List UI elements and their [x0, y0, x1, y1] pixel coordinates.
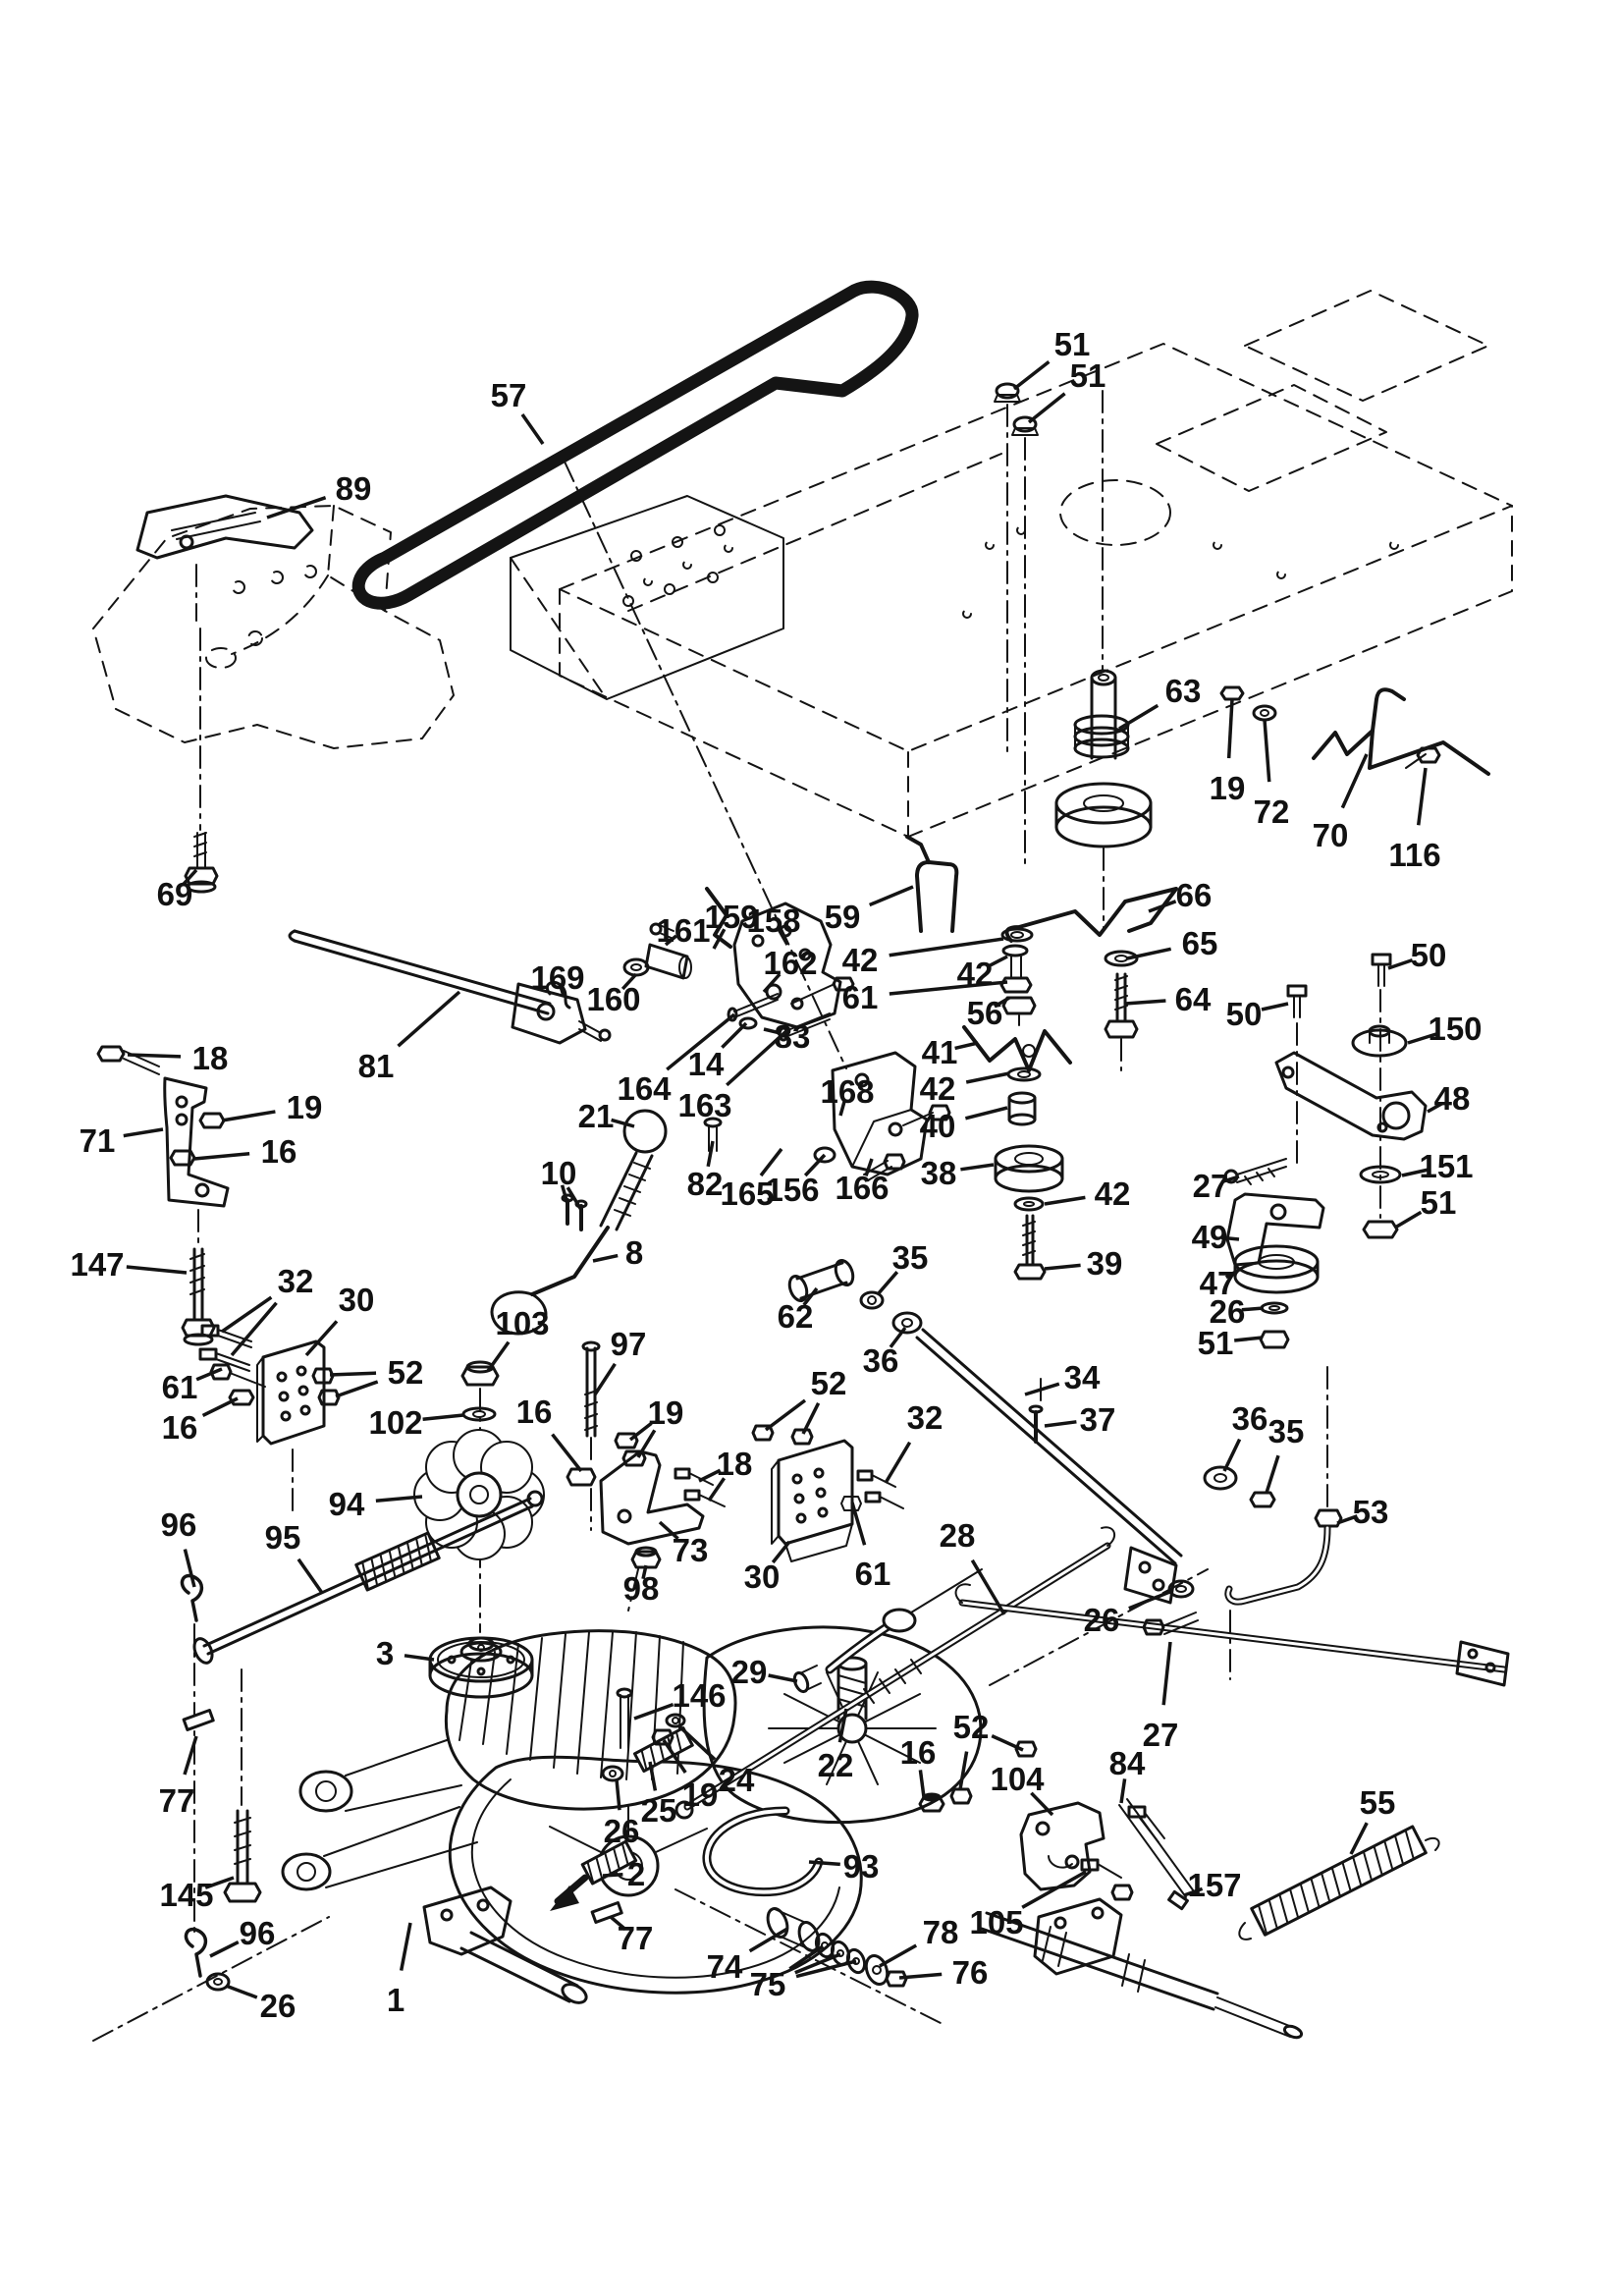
part-label-66: 66: [1175, 876, 1213, 913]
leader-line-16: [194, 1154, 249, 1159]
part-label-76: 76: [951, 1953, 989, 1991]
bolt-69-drawing: [186, 629, 217, 892]
leader-line-163: [727, 1030, 787, 1085]
leader-line-2: [603, 1875, 622, 1876]
leader-line-42: [1045, 1197, 1085, 1204]
part-label-93: 93: [842, 1847, 880, 1885]
part-label-38: 38: [920, 1154, 957, 1191]
part-label-94: 94: [328, 1485, 365, 1522]
part-label-75: 75: [749, 1965, 786, 2002]
leader-line-42: [966, 1073, 1009, 1082]
part-label-42: 42: [841, 941, 879, 978]
part-label-36: 36: [862, 1341, 899, 1379]
part-label-59: 59: [824, 898, 861, 935]
right-top-fasteners-drawing: [1221, 687, 1488, 774]
part-label-24: 24: [718, 1761, 755, 1798]
part-label-52: 52: [810, 1364, 847, 1401]
part-label-71: 71: [79, 1121, 116, 1159]
leader-line-8: [593, 1256, 618, 1261]
part-label-74: 74: [706, 1947, 743, 1985]
part-label-150: 150: [1428, 1010, 1483, 1047]
part-label-16: 16: [161, 1408, 198, 1446]
part-label-162: 162: [763, 944, 818, 981]
part-label-49: 49: [1191, 1218, 1228, 1255]
part-label-82: 82: [686, 1165, 724, 1202]
part-label-28: 28: [939, 1516, 976, 1554]
leader-line-26: [226, 1986, 257, 1997]
leader-line-102: [423, 1415, 463, 1419]
leader-line-50: [1388, 960, 1413, 968]
leader-line-37: [1045, 1422, 1076, 1426]
part-label-164: 164: [617, 1069, 672, 1107]
part-label-26: 26: [603, 1812, 640, 1849]
part-label-168: 168: [820, 1072, 875, 1110]
part-label-32: 32: [906, 1398, 944, 1436]
part-label-165: 165: [720, 1175, 775, 1212]
part-label-35: 35: [891, 1238, 929, 1276]
part-label-19: 19: [286, 1088, 323, 1125]
part-label-151: 151: [1419, 1147, 1474, 1184]
leader-line-16: [553, 1435, 581, 1471]
part-label-36: 36: [1231, 1399, 1268, 1437]
leader-line-51: [1395, 1212, 1421, 1228]
part-label-39: 39: [1086, 1244, 1123, 1282]
leader-line-96: [185, 1550, 194, 1587]
part-label-52: 52: [387, 1353, 424, 1391]
part-label-103: 103: [495, 1304, 550, 1341]
part-label-51: 51: [1420, 1183, 1457, 1221]
leader-line-32: [886, 1443, 910, 1483]
part-label-89: 89: [335, 469, 372, 507]
part-label-50: 50: [1410, 936, 1447, 973]
part-label-26: 26: [1209, 1292, 1246, 1330]
leader-line-84: [1121, 1778, 1125, 1803]
part-label-51: 51: [1069, 356, 1106, 394]
part-label-83: 83: [774, 1017, 811, 1055]
part-label-156: 156: [765, 1171, 820, 1208]
leader-line-52: [803, 1403, 819, 1434]
bracket-30-right-drawing: [753, 1426, 903, 1561]
part-label-16: 16: [260, 1132, 297, 1170]
firewall-plate-drawing: [511, 496, 783, 699]
part-label-147: 147: [70, 1245, 125, 1283]
part-label-62: 62: [777, 1297, 814, 1335]
part-label-52: 52: [952, 1708, 990, 1745]
part-label-10: 10: [540, 1154, 577, 1191]
leader-line-71: [124, 1129, 163, 1136]
leader-line-51: [1029, 394, 1065, 422]
leader-line-19: [1229, 699, 1232, 758]
part-label-27: 27: [1142, 1716, 1179, 1753]
leader-line-30: [306, 1321, 337, 1355]
part-label-51: 51: [1053, 325, 1091, 362]
leader-line-50: [1262, 1004, 1288, 1010]
leader-line-34: [1025, 1384, 1059, 1394]
part-label-53: 53: [1352, 1493, 1389, 1530]
part-label-18: 18: [191, 1039, 229, 1076]
leader-line-57: [522, 414, 543, 444]
spring-95-drawing: [182, 1492, 542, 1990]
part-label-158: 158: [746, 902, 801, 939]
leader-line-52: [336, 1382, 378, 1396]
part-label-63: 63: [1164, 672, 1202, 709]
part-label-42: 42: [1094, 1175, 1131, 1212]
part-label-95: 95: [264, 1518, 301, 1556]
belt-57-drawing: [358, 287, 912, 603]
leader-line-147: [127, 1267, 187, 1273]
part-label-166: 166: [835, 1169, 890, 1206]
leader-line-18: [128, 1055, 181, 1057]
leader-line-105: [1022, 1872, 1086, 1907]
leader-line-38: [960, 1165, 994, 1170]
part-label-55: 55: [1359, 1783, 1396, 1821]
part-label-19: 19: [1209, 769, 1246, 806]
part-label-29: 29: [730, 1653, 768, 1690]
part-label-116: 116: [1388, 836, 1441, 873]
part-label-97: 97: [610, 1325, 647, 1362]
leader-line-29: [769, 1675, 797, 1681]
leader-line-35: [1267, 1455, 1278, 1493]
part-label-57: 57: [490, 376, 527, 413]
leader-line-59: [870, 887, 913, 904]
part-label-157: 157: [1187, 1866, 1242, 1903]
leader-line-14: [722, 1023, 746, 1048]
bolts-51-drawing: [995, 384, 1038, 869]
part-label-48: 48: [1433, 1079, 1471, 1117]
part-label-98: 98: [622, 1569, 660, 1607]
part-label-14: 14: [687, 1045, 725, 1082]
leader-line-19: [222, 1112, 275, 1121]
leader-line-26: [617, 1779, 620, 1810]
part-label-47: 47: [1199, 1264, 1236, 1301]
part-label-105: 105: [969, 1903, 1024, 1941]
part-label-65: 65: [1181, 924, 1218, 961]
part-label-18: 18: [716, 1445, 753, 1482]
part-label-3: 3: [375, 1634, 395, 1671]
leader-line-70: [1342, 754, 1367, 808]
part-label-81: 81: [357, 1047, 395, 1084]
leader-line-95: [298, 1559, 322, 1593]
part-label-72: 72: [1253, 793, 1290, 830]
part-label-56: 56: [966, 994, 1003, 1031]
leader-line-103: [488, 1342, 509, 1371]
part-label-42: 42: [956, 955, 994, 992]
part-label-41: 41: [921, 1033, 958, 1070]
leader-line-1: [402, 1923, 410, 1971]
leader-line-40: [965, 1108, 1007, 1119]
part-label-161: 161: [656, 911, 711, 949]
part-label-1: 1: [386, 1981, 405, 2018]
leader-line-63: [1119, 705, 1158, 729]
part-label-25: 25: [640, 1791, 677, 1829]
leader-line-27: [1163, 1642, 1170, 1705]
part-label-21: 21: [577, 1097, 615, 1134]
leader-line-39: [1045, 1265, 1081, 1269]
part-label-78: 78: [922, 1913, 959, 1950]
leader-line-52: [960, 1752, 967, 1789]
part-label-35: 35: [1267, 1412, 1305, 1449]
bracket-71-cluster-drawing: [98, 1047, 228, 1344]
part-label-16: 16: [899, 1733, 937, 1771]
leader-line-81: [398, 992, 459, 1046]
part-label-30: 30: [743, 1558, 781, 1595]
leader-line-32: [222, 1297, 271, 1332]
part-label-40: 40: [919, 1107, 956, 1144]
bracket-89-drawing: [137, 496, 312, 621]
part-label-73: 73: [672, 1531, 709, 1568]
part-label-32: 32: [277, 1262, 314, 1299]
part-label-61: 61: [841, 978, 879, 1015]
part-label-51: 51: [1197, 1324, 1234, 1361]
part-label-61: 61: [161, 1368, 198, 1405]
leader-line-52: [330, 1373, 376, 1375]
part-label-50: 50: [1225, 995, 1263, 1032]
part-label-104: 104: [990, 1760, 1045, 1797]
leader-line-16: [203, 1398, 238, 1415]
part-label-27: 27: [1192, 1167, 1229, 1204]
part-label-22: 22: [817, 1746, 854, 1783]
leader-line-97: [595, 1364, 615, 1394]
leader-line-51: [1234, 1338, 1263, 1340]
part-label-8: 8: [624, 1233, 644, 1271]
part-label-42: 42: [919, 1069, 956, 1107]
bracket-30-left-drawing: [200, 1326, 339, 1517]
leader-line-16: [920, 1770, 924, 1797]
part-label-163: 163: [677, 1086, 732, 1123]
spindle-63-drawing: [1056, 391, 1151, 929]
part-label-64: 64: [1174, 980, 1212, 1017]
leader-line-116: [1419, 768, 1426, 825]
part-label-77: 77: [158, 1781, 195, 1819]
part-label-96: 96: [239, 1914, 276, 1951]
leader-line-74: [750, 1929, 787, 1951]
part-label-19: 19: [681, 1776, 719, 1813]
washer-65-bolt-64-drawing: [1106, 952, 1137, 1070]
diagram-artwork: [93, 287, 1512, 2041]
shift-lever-drawing: [492, 1111, 666, 1334]
leader-line-78: [880, 1945, 916, 1966]
part-label-146: 146: [672, 1676, 727, 1714]
part-label-77: 77: [617, 1919, 654, 1956]
leader-line-42: [890, 939, 1003, 956]
part-label-26: 26: [259, 1987, 297, 2024]
part-label-2: 2: [626, 1855, 646, 1892]
part-label-16: 16: [515, 1393, 553, 1430]
leader-line-64: [1125, 1001, 1165, 1004]
part-label-37: 37: [1079, 1400, 1116, 1438]
spring-55-drawing: [1239, 1827, 1438, 1940]
part-label-159: 159: [704, 898, 759, 935]
leader-line-72: [1265, 720, 1269, 782]
part-label-160: 160: [586, 980, 641, 1017]
part-label-70: 70: [1312, 816, 1349, 853]
leader-line-96: [210, 1942, 239, 1956]
part-label-69: 69: [156, 875, 193, 912]
part-label-145: 145: [159, 1876, 214, 1913]
part-label-19: 19: [647, 1394, 684, 1431]
leader-line-41: [955, 1043, 978, 1048]
part-label-96: 96: [160, 1505, 197, 1543]
part-label-61: 61: [854, 1555, 891, 1592]
part-label-30: 30: [338, 1281, 375, 1318]
leader-line-51: [1014, 361, 1049, 389]
leader-line-93: [809, 1862, 840, 1864]
part-label-84: 84: [1108, 1744, 1146, 1781]
part-label-26: 26: [1083, 1601, 1120, 1638]
part-label-34: 34: [1063, 1358, 1101, 1395]
wire-59-drawing: [907, 837, 956, 931]
leader-line-52: [766, 1400, 805, 1430]
part-label-169: 169: [530, 958, 585, 996]
leader-line-36: [1224, 1440, 1240, 1471]
part-label-102: 102: [368, 1403, 423, 1441]
